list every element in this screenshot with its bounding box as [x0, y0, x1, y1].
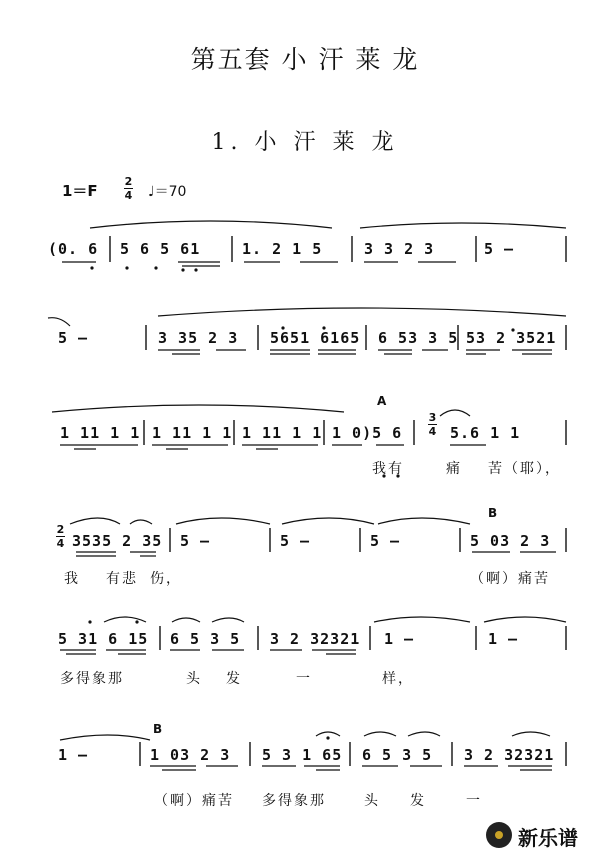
lyric: 有悲 — [106, 571, 138, 587]
key-signature: 1＝F — [62, 182, 98, 200]
lyric: 苦（耶）， — [488, 461, 561, 477]
time-signature: 2 4 — [124, 175, 133, 202]
measure: 1 11 1 1 — [152, 424, 233, 442]
measure: 1 – — [384, 630, 415, 648]
watermark-logo — [482, 818, 604, 852]
watermark-text: 新乐谱 — [518, 826, 578, 850]
lyric: 多得象那 — [60, 671, 124, 687]
measure: 5651 6165 — [270, 329, 361, 347]
rehearsal-mark-a: A — [377, 394, 387, 408]
lyric: （啊）痛苦 — [470, 571, 550, 587]
measure: 6 5 3 5 — [362, 746, 433, 764]
lyric: （啊）痛苦 — [154, 793, 234, 809]
rehearsal-mark-b: B — [153, 722, 163, 736]
measure: 3 3 2 3 — [364, 240, 435, 258]
lyric: 多得象那 — [262, 793, 326, 809]
measure: 53 2 3521 — [466, 329, 557, 347]
measure: 3 2 32321 — [464, 746, 555, 764]
score-title: 第五套 小 汗 莱 龙 — [190, 45, 420, 74]
lyric: 痛 — [446, 461, 462, 477]
measure: 1 11 1 1 — [242, 424, 323, 442]
lyric: 头 — [364, 793, 380, 809]
lyric: 头 — [186, 671, 202, 687]
rehearsal-mark-b: B — [488, 506, 498, 520]
measure: 3535 2 35 — [72, 532, 163, 550]
measure: 3 2 32321 — [270, 630, 361, 648]
measure: 5 – — [180, 532, 211, 550]
measure: 6 5 3 5 — [170, 630, 241, 648]
measure: 5 3 1 65 — [262, 746, 343, 764]
measure: 3 35 2 3 — [158, 329, 239, 347]
time-signature-change: 3 4 — [428, 411, 437, 438]
lyric: 发 — [226, 671, 242, 687]
measure: 5 03 2 3 — [470, 532, 551, 550]
time-signature-change: 2 4 — [56, 523, 65, 550]
measure: 5.6 1 1 — [450, 424, 521, 442]
measure: 1 03 2 3 — [150, 746, 231, 764]
lyric: 发 — [410, 793, 426, 809]
measure: 5 – — [370, 532, 401, 550]
measure: 5 – — [280, 532, 311, 550]
measure: 1. 2 1 5 — [242, 240, 323, 258]
measure: (0. 6 — [48, 240, 99, 258]
tempo-marking: ♩＝70 — [148, 184, 187, 200]
lyric: 我有 — [372, 461, 404, 477]
measure: 1 11 1 1 — [60, 424, 141, 442]
measure: 1 0)5 6 — [332, 424, 403, 442]
lyric: 一 — [466, 793, 482, 809]
measure: 1 – — [58, 746, 89, 764]
measure: 5 6 5 61 — [120, 240, 201, 258]
record-icon — [486, 822, 512, 848]
lyric: 伤， — [150, 571, 182, 587]
measure: 5 31 6 15 — [58, 630, 149, 648]
measure: 6 53 3 5 — [378, 329, 459, 347]
song-title: 1. 小 汗 莱 龙 — [211, 130, 399, 155]
lyric: 样， — [382, 671, 414, 687]
lyric: 我 — [64, 571, 80, 587]
measure: 1 – — [488, 630, 519, 648]
measure: 5 – — [58, 329, 89, 347]
lyric: 一 — [296, 671, 312, 687]
measure: 5 – — [484, 240, 515, 258]
